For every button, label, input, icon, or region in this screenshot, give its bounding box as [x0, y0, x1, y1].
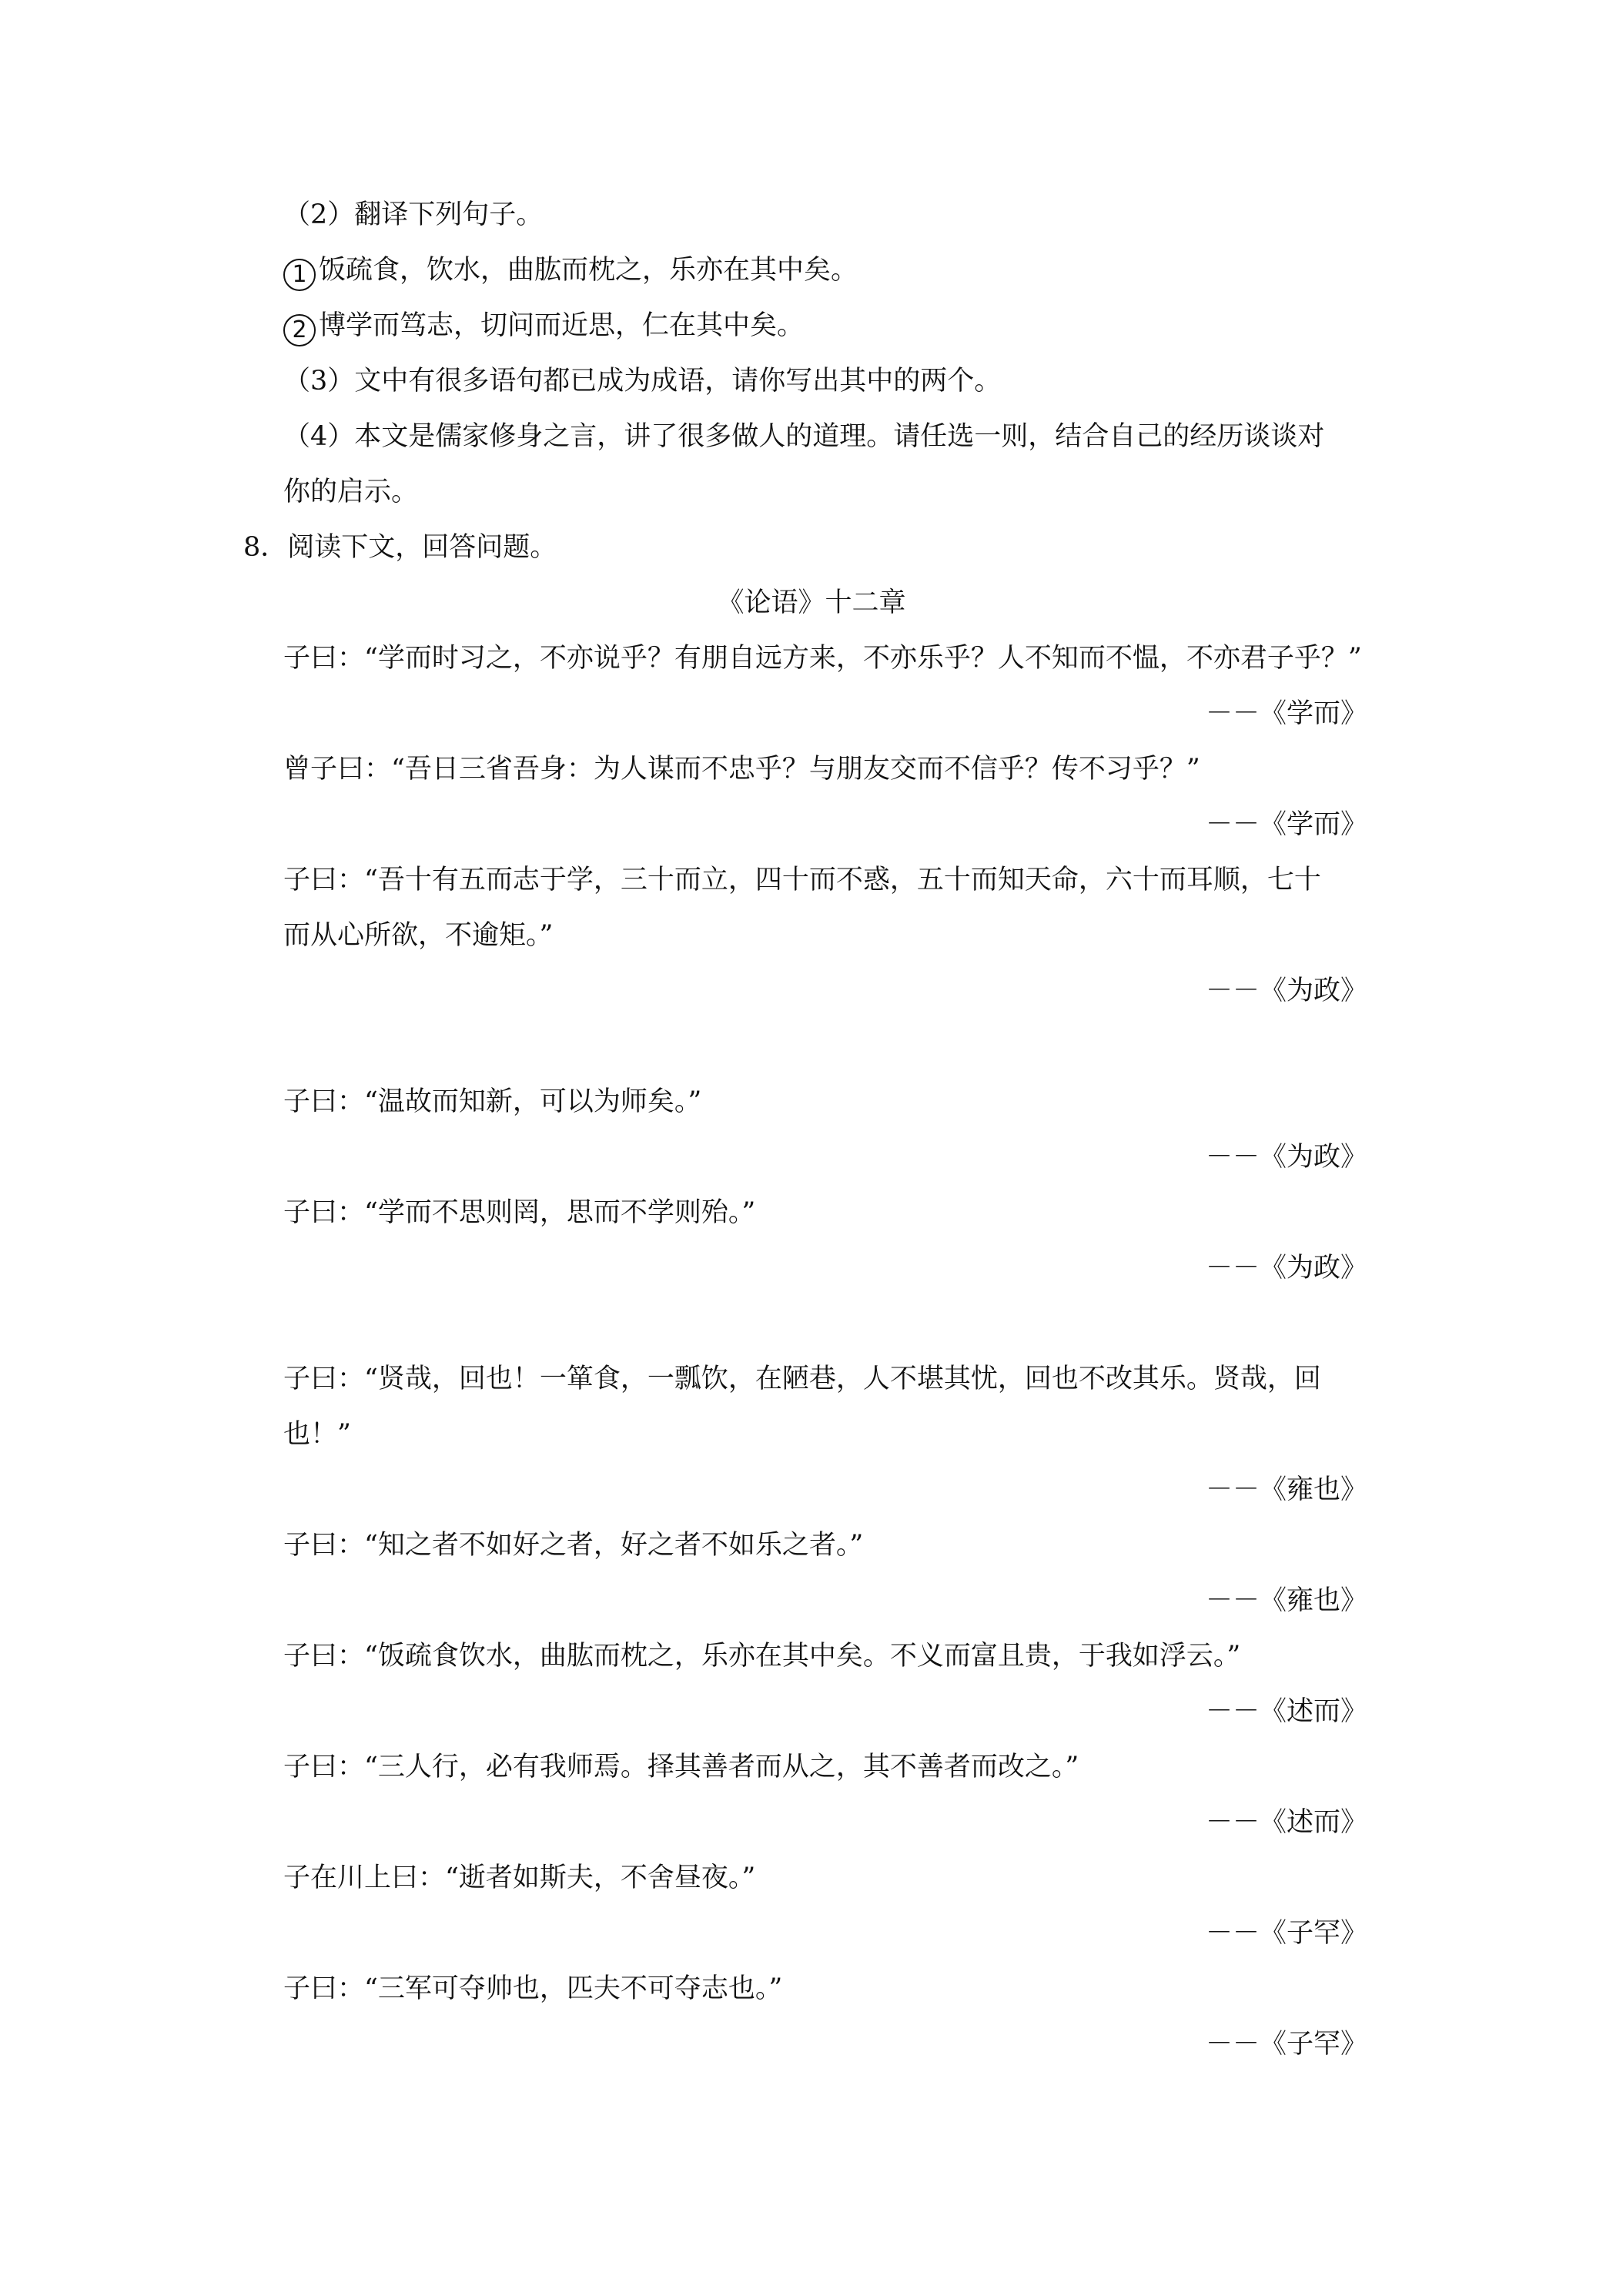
circled-number-1: 1	[283, 259, 316, 291]
entry-8-line-1: 子曰：“饭疏食饮水，曲肱而枕之，乐亦在其中矣。不义而富且贵，于我如浮云。”	[283, 1641, 1241, 1672]
entry-6-line-1: 子曰：“贤哉，回也！一箪食，一瓢饮，在陋巷，人不堪其忧，回也不改其乐。贤哉，回	[283, 1364, 1321, 1394]
q7-sub4-line-2: 你的启示。	[283, 477, 419, 507]
entry-2-source: －－《学而》	[1205, 809, 1367, 840]
entry-1-source: －－《学而》	[1205, 698, 1367, 729]
entry-6-line-2: 也！”	[283, 1419, 351, 1450]
entry-8-source: －－《述而》	[1205, 1696, 1367, 1727]
q7-sentence-1: 1 饭疏食，饮水，曲肱而枕之，乐亦在其中矣。	[283, 251, 858, 291]
entry-11-line-1: 子曰：“三军可夺帅也，匹夫不可夺志也。”	[283, 1973, 783, 2004]
entry-4-source: －－《为政》	[1205, 1142, 1367, 1173]
q7-sentence-2: 2 博学而笃志，切问而近思，仁在其中矣。	[283, 306, 804, 346]
entry-3-line-1: 子曰：“吾十有五而志于学，三十而立，四十而不惑，五十而知天命，六十而耳顺，七十	[283, 865, 1321, 895]
q7-sub3: （3）文中有很多语句都已成为成语，请你写出其中的两个。	[283, 366, 1002, 397]
passage-title: 《论语》十二章	[717, 587, 906, 618]
entry-7-source: －－《雍也》	[1205, 1585, 1367, 1616]
entry-3-line-2: 而从心所欲，不逾矩。”	[283, 920, 554, 951]
entry-7-line-1: 子曰：“知之者不如好之者，好之者不如乐之者。”	[283, 1530, 864, 1561]
q8-prompt: 8．阅读下文，回答问题。	[243, 532, 557, 563]
entry-5-line-1: 子曰：“学而不思则罔，思而不学则殆。”	[283, 1197, 756, 1228]
entry-9-source: －－《述而》	[1205, 1807, 1367, 1838]
entry-3-source: －－《为政》	[1205, 976, 1367, 1006]
entry-9-line-1: 子曰：“三人行，必有我师焉。择其善者而从之，其不善者而改之。”	[283, 1752, 1079, 1782]
entry-10-line-1: 子在川上曰：“逝者如斯夫，不舍昼夜。”	[283, 1863, 756, 1893]
entry-6-source: －－《雍也》	[1205, 1474, 1367, 1505]
entry-4-line-1: 子曰：“温故而知新，可以为师矣。”	[283, 1086, 702, 1117]
entry-10-source: －－《子罕》	[1205, 1918, 1367, 1949]
q7-sub2: （2）翻译下列句子。	[283, 199, 544, 230]
circled-number-2: 2	[283, 314, 316, 346]
q7-sub4-line-1: （4）本文是儒家修身之言，讲了很多做人的道理。请任选一则，结合自己的经历谈谈对	[283, 421, 1325, 452]
entry-11-source: －－《子罕》	[1205, 2029, 1367, 2060]
entry-5-source: －－《为政》	[1205, 1253, 1367, 1284]
entry-2-line-1: 曾子曰：“吾日三省吾身：为人谋而不忠乎？与朋友交而不信乎？传不习乎？”	[283, 754, 1200, 785]
entry-1-line-1: 子曰：“学而时习之，不亦说乎？有朋自远方来，不亦乐乎？人不知而不愠，不亦君子乎？”	[283, 643, 1362, 674]
